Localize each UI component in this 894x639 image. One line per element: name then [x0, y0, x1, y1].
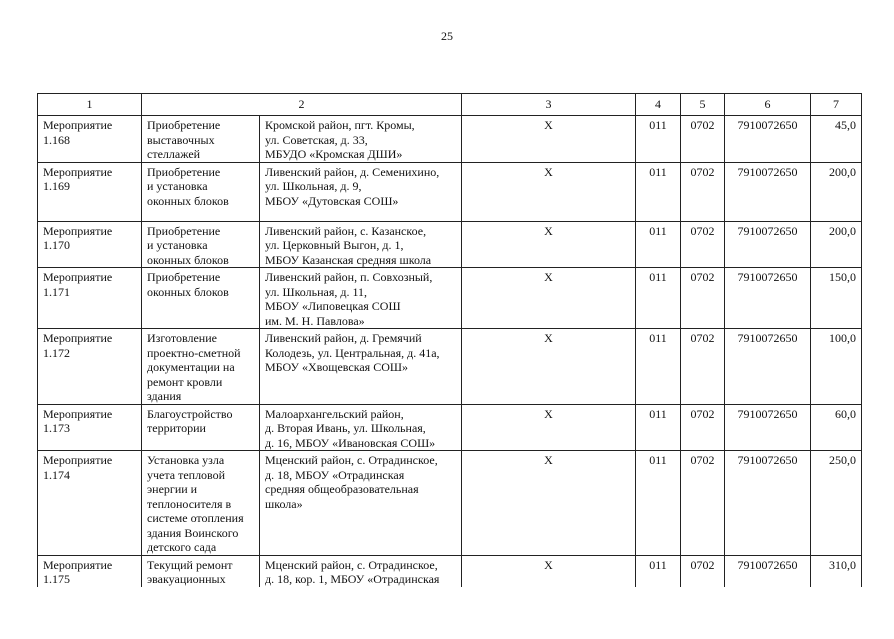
location-cell [260, 451, 462, 556]
measure-cell [38, 162, 142, 221]
text-line: учета тепловой [147, 467, 226, 482]
text-line: Мероприятие [43, 223, 113, 238]
col5-cell: 0702 [681, 162, 725, 221]
location-cell [260, 555, 462, 587]
col5-cell: 0702 [681, 221, 725, 268]
col6-cell: 7910072650 [725, 404, 811, 451]
text-line: территории [147, 421, 206, 435]
text-line: Благоустройство [147, 406, 233, 421]
header-col-7: 7 [811, 94, 862, 116]
text-line: Мероприятие [43, 453, 113, 467]
text-line: 1.175 [43, 572, 70, 586]
header-col-1: 1 [38, 94, 142, 116]
col5-cell: 0702 [681, 404, 725, 451]
text-line: Ливенский район, д. Семенихино, [265, 164, 440, 179]
text-line: ул. Школьная, д. 11, [265, 284, 368, 299]
measure-name-cell [142, 116, 260, 163]
text-line: Мероприятие [43, 406, 113, 421]
text-line: проектно-сметной [147, 345, 241, 360]
text-line: ремонт кровли [147, 374, 223, 389]
text-line: оконных блоков [147, 193, 229, 208]
table-row [38, 162, 862, 221]
text-line: 1.169 [43, 179, 70, 193]
measure-name-cell [142, 221, 260, 268]
text-line: МБОУ «Хвощевская СОШ» [265, 360, 408, 374]
col4-cell: 011 [636, 404, 681, 451]
text-line: Мероприятие [43, 270, 113, 284]
text-line: и установка [147, 238, 208, 252]
col4-cell: 011 [636, 451, 681, 556]
text-line: здания Воинского [147, 525, 239, 540]
location-cell [260, 162, 462, 221]
col3-cell: Х [462, 116, 636, 163]
col3-cell: Х [462, 221, 636, 268]
text-line: ул. Церковный Выгон, д. 1, [265, 238, 404, 252]
measure-name-cell [142, 162, 260, 221]
text-line: 1.168 [43, 132, 70, 147]
location-cell [260, 404, 462, 451]
header-col-6: 6 [725, 94, 811, 116]
text-line: 1.170 [43, 238, 70, 252]
text-line: д. 18, кор. 1, МБОУ «Отрадинская [265, 572, 440, 586]
text-line: 1.172 [43, 345, 70, 360]
text-line: ул. Советская, д. 33, [265, 132, 368, 147]
table-row [38, 221, 862, 268]
measure-cell [38, 329, 142, 405]
text-line: ул. Школьная, д. 9, [265, 179, 362, 193]
col6-cell: 7910072650 [725, 162, 811, 221]
table-row [38, 329, 862, 405]
measure-cell [38, 404, 142, 451]
text-line: 1.173 [43, 421, 70, 435]
col3-cell: Х [462, 451, 636, 556]
col4-cell: 011 [636, 221, 681, 268]
table-row [38, 555, 862, 587]
text-line: и установка [147, 179, 208, 193]
text-line: оконных блоков [147, 284, 229, 299]
amount-cell: 250,0 [811, 451, 862, 556]
text-line: Мценский район, с. Отрадинское, [265, 453, 438, 467]
measure-cell [38, 116, 142, 163]
header-row [38, 94, 862, 116]
text-line: Приобретение [147, 223, 221, 238]
col6-cell: 7910072650 [725, 555, 811, 587]
text-line: Приобретение [147, 270, 221, 284]
col4-cell: 011 [636, 268, 681, 329]
table-row [38, 116, 862, 163]
amount-cell: 200,0 [811, 162, 862, 221]
text-line: МБОУ «Дутовская СОШ» [265, 193, 399, 208]
text-line: 1.174 [43, 467, 70, 482]
text-line: МБОУ Казанская средняя школа [265, 252, 432, 267]
header-col-3: 3 [462, 94, 636, 116]
measure-name-cell [142, 268, 260, 329]
text-line: Мероприятие [43, 164, 113, 179]
table-row [38, 404, 862, 451]
col5-cell: 0702 [681, 329, 725, 405]
col6-cell: 7910072650 [725, 329, 811, 405]
text-line: Установка узла [147, 453, 225, 467]
table-row [38, 451, 862, 556]
col3-cell: Х [462, 329, 636, 405]
text-line: Изготовление [147, 331, 217, 345]
text-line: детского сада [147, 540, 217, 554]
text-line: д. 18, МБОУ «Отрадинская [265, 467, 405, 482]
location-cell [260, 221, 462, 268]
col6-cell: 7910072650 [725, 268, 811, 329]
text-line: Ливенский район, с. Казанское, [265, 223, 427, 238]
col3-cell: Х [462, 404, 636, 451]
col5-cell: 0702 [681, 268, 725, 329]
page-number: 25 [441, 29, 453, 43]
header-col-4: 4 [636, 94, 681, 116]
text-line: МБУДО «Кромская ДШИ» [265, 147, 403, 161]
col3-cell: Х [462, 162, 636, 221]
col6-cell: 7910072650 [725, 221, 811, 268]
col5-cell: 0702 [681, 555, 725, 587]
text-line: 1.171 [43, 284, 70, 299]
text-line: Текущий ремонт [147, 557, 233, 572]
text-line: документации на [147, 360, 235, 374]
amount-cell: 310,0 [811, 555, 862, 587]
measure-name-cell [142, 451, 260, 556]
text-line: Ливенский район, п. Совхозный, [265, 270, 433, 284]
measure-cell [38, 268, 142, 329]
measure-name-cell [142, 555, 260, 587]
header-col-5: 5 [681, 94, 725, 116]
col4-cell: 011 [636, 555, 681, 587]
text-line: Мероприятие [43, 331, 113, 345]
text-line: им. М. Н. Павлова» [265, 313, 365, 328]
table-row [38, 268, 862, 329]
text-line: Мероприятие [43, 118, 113, 132]
text-line: стеллажей [147, 147, 201, 161]
text-line: школа» [265, 496, 303, 511]
col5-cell: 0702 [681, 451, 725, 556]
measure-cell [38, 221, 142, 268]
text-line: Малоархангельский район, [265, 406, 404, 421]
text-line: оконных блоков [147, 252, 229, 267]
header-col-2: 2 [142, 94, 462, 116]
col4-cell: 011 [636, 329, 681, 405]
amount-cell: 45,0 [811, 116, 862, 163]
col6-cell: 7910072650 [725, 116, 811, 163]
text-line: системе отопления [147, 511, 244, 525]
text-line: энергии и [147, 482, 198, 496]
text-line: эвакуационных [147, 572, 226, 586]
measure-name-cell [142, 404, 260, 451]
text-line: Мценский район, с. Отрадинское, [265, 557, 438, 572]
location-cell [260, 116, 462, 163]
amount-cell: 60,0 [811, 404, 862, 451]
location-cell [260, 329, 462, 405]
measure-cell [38, 555, 142, 587]
text-line: Мероприятие [43, 557, 113, 572]
measure-cell [38, 451, 142, 556]
text-line: средняя общеобразовательная [265, 482, 419, 496]
text-line: д. Вторая Ивань, ул. Школьная, [265, 421, 426, 435]
col4-cell: 011 [636, 162, 681, 221]
text-line: Ливенский район, д. Гремячий [265, 331, 422, 345]
text-line: теплоносителя в [147, 496, 232, 511]
col5-cell: 0702 [681, 116, 725, 163]
amount-cell: 100,0 [811, 329, 862, 405]
measure-name-cell [142, 329, 260, 405]
text-line: Приобретение [147, 164, 221, 179]
col4-cell: 011 [636, 116, 681, 163]
location-cell [260, 268, 462, 329]
col6-cell: 7910072650 [725, 451, 811, 556]
amount-cell: 150,0 [811, 268, 862, 329]
text-line: здания [147, 389, 182, 403]
amount-cell: 200,0 [811, 221, 862, 268]
text-line: Приобретение [147, 118, 221, 132]
text-line: выставочных [147, 132, 215, 147]
text-line: Кромской район, пгт. Кромы, [265, 118, 415, 132]
text-line: д. 16, МБОУ «Ивановская СОШ» [265, 435, 436, 450]
col3-cell: Х [462, 555, 636, 587]
budget-table [37, 93, 862, 587]
col3-cell: Х [462, 268, 636, 329]
text-line: Колодезь, ул. Центральная, д. 41а, [265, 345, 440, 360]
text-line: МБОУ «Липовецкая СОШ [265, 299, 401, 313]
